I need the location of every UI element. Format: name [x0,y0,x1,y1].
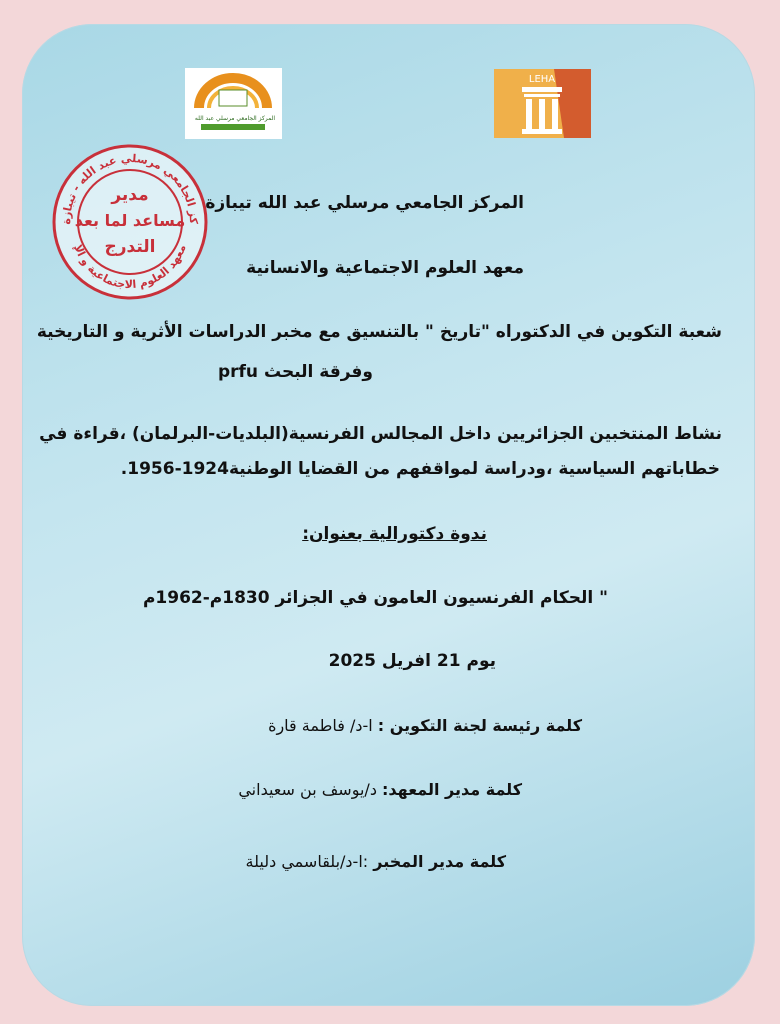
speaker-lab-director-label: كلمة مدير المخبر [373,852,506,871]
topic-line-1: نشاط المنتخبين الجزائريين داخل المجالس الفرنسية(البلديات-البرلمان) ،قراءة في [39,424,722,444]
stamp-ring-text: كز الجامعي مرسلي عبد الله - تيبازة [59,151,201,225]
leha-logo-text: LEHA [528,74,556,85]
university-center-logo [185,68,282,139]
seminar-heading: ندوة دكتورالية بعنوان: [302,524,487,544]
leha-logo [494,69,591,138]
official-stamp [50,142,210,302]
speaker-lab-director-name: :ا-د/بلقاسمي دليلة [245,852,374,871]
logo-left-text: المركز الجامعي مرسلي عبد الله [194,115,276,122]
program-line-2: وفرقة البحث prfu [217,362,373,382]
speaker-committee-chair-label: كلمة رئيسة لجنة التكوين : [377,716,582,735]
institute-name: معهد العلوم الاجتماعية والانسانية [246,258,524,278]
stamp-ring-text-bottom: معهد العلوم الاجتماعية و الإ [71,242,189,292]
speaker-institute-director-label: كلمة مدير المعهد: [382,780,522,799]
stamp-line-1: مدير [111,185,149,205]
speaker-committee-chair-name: ا-د/ فاطمة قارة [268,716,378,735]
institution-name: المركز الجامعي مرسلي عبد الله تيبازة [205,193,524,213]
speaker-committee-chair [268,716,582,735]
program-line-1: شعبة التكوين في الدكتوراه "تاريخ " بالتنسيق مع مخبر الدراسات الأثرية و التاريخية [36,322,722,342]
event-date: يوم 21 افريل 2025 [328,651,496,671]
seminar-title: " الحكام الفرنسيون العامون في الجزائر 1830م-1962م [142,588,608,608]
stamp-line-3: التدرج [104,237,156,257]
stamp-line-2: مساعد لما بعد [74,211,186,230]
speaker-lab-director [246,852,506,871]
speaker-institute-director-name: د/يوسف بن سعيداني [238,780,383,799]
speaker-institute-director [238,780,522,799]
topic-line-2: خطاباتهم السياسية ،ودراسة لمواقفهم من القضايا الوطنية1924-1956. [120,459,720,479]
